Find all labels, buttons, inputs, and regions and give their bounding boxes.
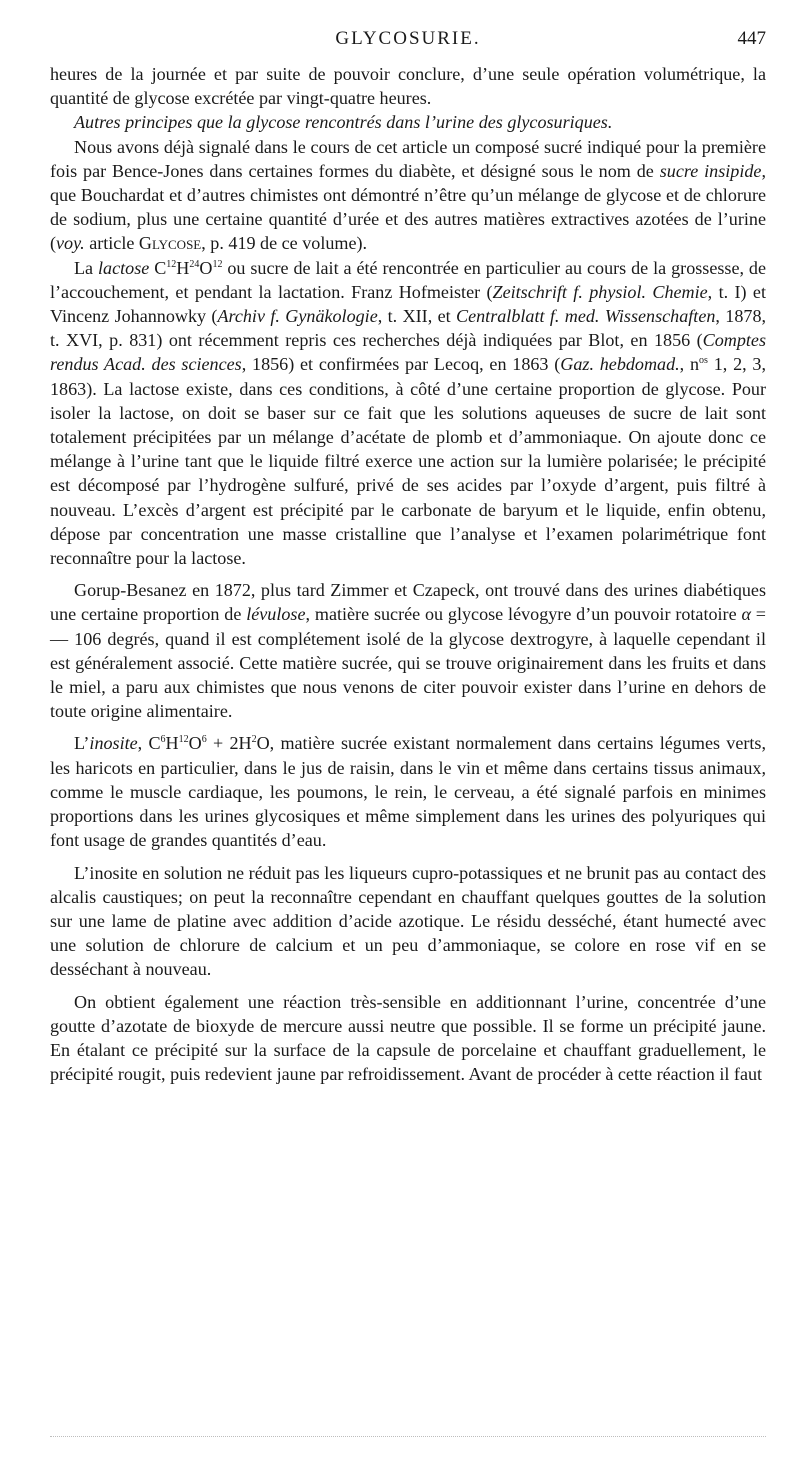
- paragraph: [50, 62, 766, 110]
- text-run: heures de la journée et par suite de pouvoir conclure, d’une seule opération volumétrique, la quantité de glycose excrétée par vingt-quatre heures.: [50, 64, 766, 109]
- superscript: 24: [189, 258, 200, 270]
- italic-text: lactose: [98, 257, 150, 278]
- superscript: os: [699, 355, 708, 367]
- text-run: O: [199, 257, 213, 278]
- italic-text: voy.: [56, 233, 85, 254]
- text-run: O: [188, 733, 202, 754]
- superscript: 12: [212, 258, 223, 270]
- superscript: 12: [178, 734, 189, 746]
- paragraph: [50, 578, 766, 723]
- text-run: , t. XII, et: [377, 306, 457, 327]
- italic-text: α: [741, 604, 751, 625]
- text-run: La: [74, 257, 99, 278]
- body-text: [50, 62, 766, 1086]
- text-run: , que Bouchardat et d’autres chimistes ont démontré n’être qu’un mélange de glycose et de chlorure de sodium, plus une certaine quantité d’urée et des autres matières extractives azotées de l’urine (: [50, 160, 766, 254]
- text-run: , t. I) et Vincenz Johannowky (: [50, 281, 766, 327]
- text-run: , n: [679, 354, 700, 375]
- text-run: , 1878, t. XVI, p. 831) ont récemment repris ces recherches déjà indiquées par Blot, en 1856 (: [50, 306, 767, 351]
- text-run: L’: [74, 733, 90, 754]
- paragraph: [50, 990, 766, 1087]
- text-run: L’inosite en solution ne réduit pas les liqueurs cupro-potassiques et ne brunit pas au contact des alcalis caustiques; on peut la reconnaître cependant en chauffant quelques gouttes de la solution sur une lame de platine avec addition d’acide azotique. Le résidu desséché, étant humecté avec une solution de chlorure de calcium et un peu d’ammoniaque, se colore en rose vif en se desséchant à nouveau.: [50, 862, 766, 980]
- italic-text: sucre insipide: [659, 160, 762, 181]
- italic-text: lévulose: [246, 604, 306, 625]
- text-run: , p. 419 de ce volume).: [201, 233, 368, 254]
- text-run: H: [176, 257, 190, 278]
- small-caps-text: Glycose: [138, 233, 202, 254]
- text-run: , C: [137, 733, 161, 754]
- superscript: 6: [201, 734, 207, 746]
- paragraph: [50, 135, 766, 256]
- text-run: , matière sucrée existant normalement dans certains légumes verts, les haricots en particulier, dans le jus de raisin, dans le vin et même dans certains tissus animaux, comme le muscle cardiaque, les poumons, le rein, le cerveau, a été signalé parfois en minimes proportions dans les urines glycosiques et même simplement dans les urines des polyuriques qui font usage de grandes quantités d’eau.: [50, 733, 766, 851]
- paragraph: [50, 256, 766, 571]
- italic-text: Centralblatt f. med. Wissenschaften: [456, 306, 716, 327]
- paragraph: [50, 861, 766, 982]
- text-run: On obtient également une réaction très-sensible en additionnant l’urine, concentrée d’une goutte d’azotate de bioxyde de mercure aussi neutre que possible. Il se forme un précipité jaune. En étalant ce précipité sur la surface de la capsule de porcelaine et chauffant graduellement, le précipité rougit, puis redevient jaune par refroidissement. Avant de procéder à cette réaction il faut: [50, 991, 766, 1085]
- page-header: [50, 28, 766, 56]
- italic-text: Zeitschrift f. physiol. Chemie: [492, 281, 708, 302]
- page-number: 447: [737, 28, 766, 49]
- italic-text: Archiv f. Gynäkologie: [217, 306, 378, 327]
- italic-text: Gaz. hebdomad.: [560, 354, 680, 375]
- italic-text: inosite: [89, 733, 138, 754]
- text-run: + 2H: [206, 733, 252, 754]
- italic-text: Comptes rendus Acad. des sciences: [50, 330, 766, 375]
- text-run: O: [256, 733, 270, 754]
- superscript: 6: [160, 734, 166, 746]
- paragraph: [50, 731, 766, 852]
- text-run: Nous avons déjà signalé dans le cours de cet article un composé sucré indiqué pour la première fois par Bence-Jones dans certaines formes du diabète, et désigné sous le nom de: [50, 136, 766, 181]
- text-run: article: [84, 233, 139, 254]
- bottom-rule: [50, 1436, 766, 1438]
- text-run: C: [149, 257, 167, 278]
- text-run: = — 106 degrés, quand il est complétement isolé de la glycose dextrogyre, à laquelle cependant il est généralement associé. Cette matière sucrée, qui se trouve originairement dans les fruits et dans le miel, a paru aux chimistes que nous venons de citer pouvoir exister dans l’urine en dehors de toute origine alimentaire.: [50, 604, 766, 722]
- running-title: GLYCOSURIE.: [335, 28, 481, 49]
- text-run: H: [165, 733, 179, 754]
- text-run: Gorup-Besanez en 1872, plus tard Zimmer et Czapeck, ont trouvé dans des urines diabétiques une certaine proportion de: [50, 580, 766, 625]
- text-run: ou sucre de lait a été rencontrée en particulier au cours de la grossesse, de l’accouchement, et pendant la lactation. Franz Hofmeister (: [50, 257, 766, 302]
- superscript: 12: [166, 258, 177, 270]
- superscript: 2: [251, 734, 257, 746]
- text-run: 1, 2, 3, 1863). La lactose existe, dans ces conditions, à côté d’une certaine proportion de glycose. Pour isoler la lactose, on doit se baser sur ce fait que les solutions aqueuses de sucre de lait sont totalement précipitées par un mélange d’acétate de plomb et d’ammoniaque. On ajoute donc ce mélange à l’urine tant que le liquide filtré exerce une action sur la lumière polarisée; le précipité est décomposé par l’hydrogène sulfuré, privé de ses acides par l’oxyde d’argent, puis filtré à nouveau. L’excès d’argent est précipité par le carbonate de baryum et le liquide, enfin obtenu, dépose par concentration une masse cristalline que l’analyse et l’examen polarimétrique font reconnaître pour la lactose.: [50, 354, 767, 569]
- italic-text: Autres principes que la glycose rencontrés dans l’urine des glycosuriques.: [74, 112, 613, 133]
- section-heading-paragraph: [50, 110, 766, 134]
- text-run: , 1856) et confirmées par Lecoq, en 1863 (: [241, 354, 561, 375]
- text-run: , matière sucrée ou glycose lévogyre d’un pouvoir rotatoire: [305, 604, 742, 625]
